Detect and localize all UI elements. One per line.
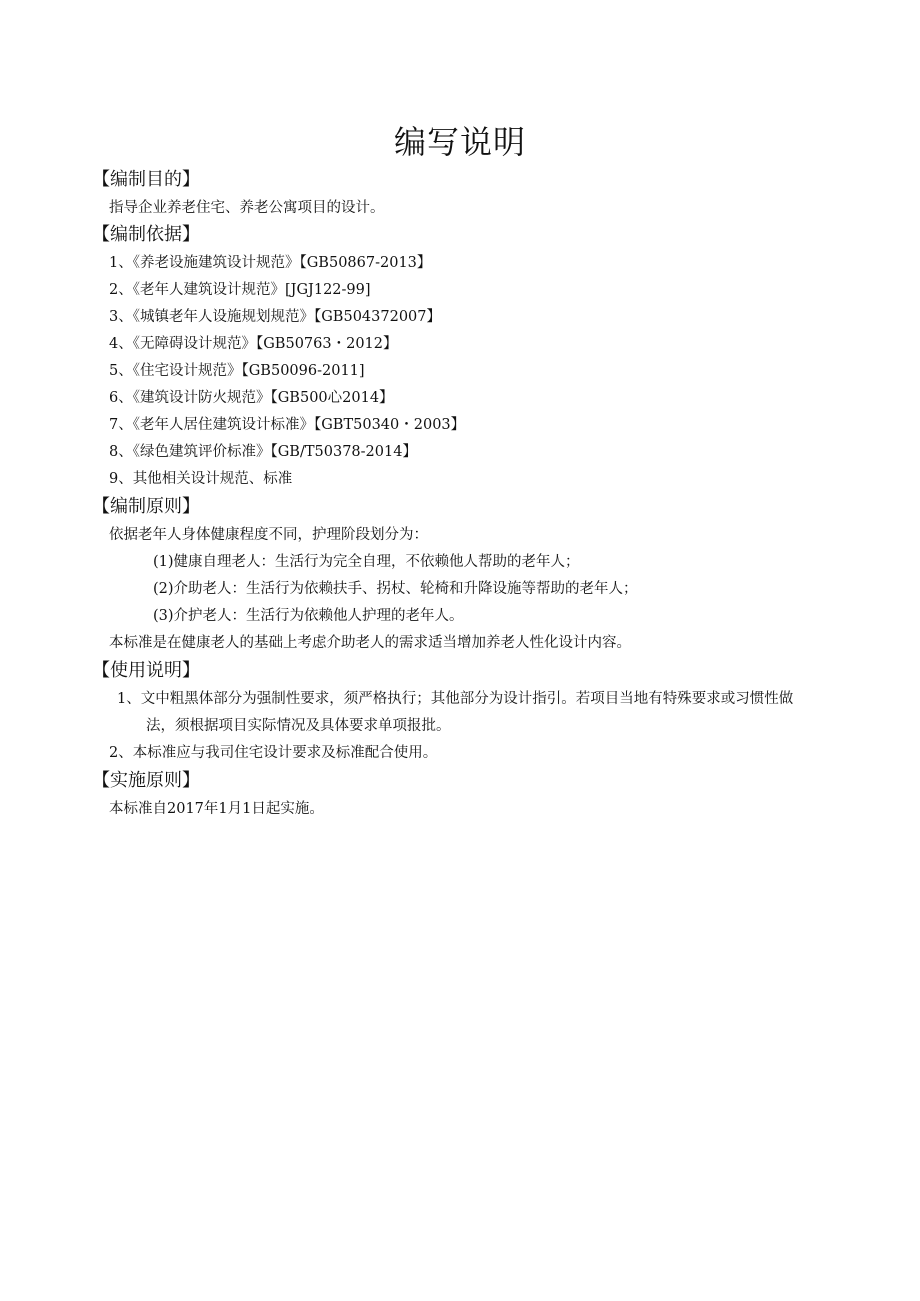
basis-item: 5、《住宅设计规范》【GB50096-2011] — [109, 363, 365, 379]
basis-item: 7、《老年人居住建筑设计标准》【GBT50340・2003】 — [109, 417, 466, 433]
purpose-text: 指导企业养老住宅、养老公寓项目的设计。 — [109, 200, 385, 216]
usage-item-1-line-2: 法，须根据项目实际情况及具体要求单项报批。 — [146, 718, 451, 734]
basis-item: 6、《建筑设计防火规范》【GB500心2014】 — [109, 390, 394, 406]
section-heading-principle: 【编制原则】 — [92, 496, 200, 517]
basis-item: 8、《绿色建筑评价标准》【GB/T50378-2014】 — [109, 444, 417, 460]
basis-item: 3、《城镇老年人设施规划规范》【GB504372007】 — [109, 309, 441, 325]
section-heading-implementation: 【实施原则】 — [92, 770, 200, 791]
document-title: 编写说明 — [393, 123, 526, 161]
principle-note: 本标准是在健康老人的基础上考虑介助老人的需求适当增加养老人性化设计内容。 — [109, 635, 631, 651]
usage-item-1-line-1: 1、文中粗黑体部分为强制性要求，须严格执行；其他部分为设计指引。若项目当地有特殊要求或习惯性做 — [117, 691, 794, 707]
principle-intro: 依据老年人身体健康程度不同，护理阶段划分为： — [109, 527, 428, 543]
care-level-item: (2)介助老人：生活行为依赖扶手、拐杖、轮椅和升降设施等帮助的老年人； — [153, 581, 638, 597]
section-heading-purpose: 【编制目的】 — [92, 169, 200, 190]
care-level-item: (1)健康自理老人：生活行为完全自理，不依赖他人帮助的老年人； — [153, 554, 580, 570]
basis-item: 9、其他相关设计规范、标准 — [109, 471, 293, 487]
care-level-item: (3)介护老人：生活行为依赖他人护理的老年人。 — [153, 608, 464, 624]
section-heading-usage: 【使用说明】 — [92, 660, 200, 681]
section-heading-basis: 【编制依据】 — [92, 224, 200, 245]
basis-item: 2、《老年人建筑设计规范》[JGJ122-99] — [109, 282, 371, 298]
basis-item: 4、《无障碍设计规范》【GB50763・2012】 — [109, 336, 398, 352]
usage-item-2: 2、本标准应与我司住宅设计要求及标准配合使用。 — [109, 745, 438, 761]
implementation-text: 本标准自2017年1月1日起实施。 — [109, 801, 324, 817]
basis-item: 1、《养老设施建筑设计规范》【GB50867-2013】 — [109, 255, 432, 271]
